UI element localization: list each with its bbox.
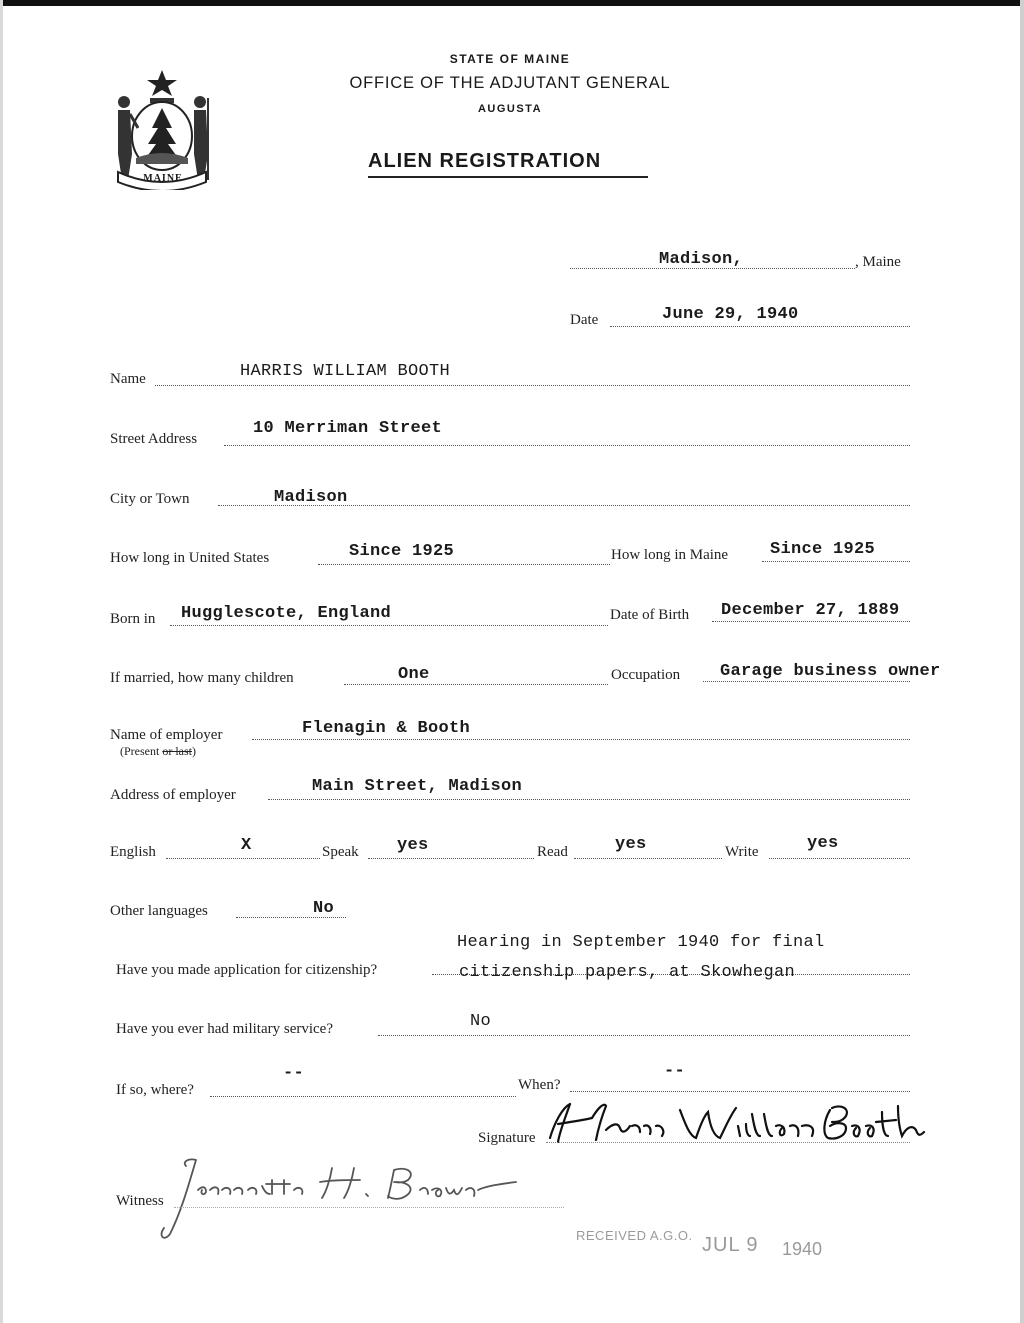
us-value: Since 1925 [349, 542, 455, 561]
witness-line [174, 1207, 564, 1208]
witness-handwriting [156, 1150, 570, 1244]
city-value: Madison [274, 488, 348, 507]
signature-handwriting [540, 1096, 932, 1152]
speak-value: yes [397, 836, 429, 855]
date-label: Date [570, 312, 599, 328]
born-line [170, 625, 608, 626]
employer-sublabel-present: (Present [120, 744, 163, 758]
children-value: One [398, 665, 430, 684]
military-line [378, 1035, 910, 1036]
city-label: City or Town [110, 491, 190, 507]
where-line [210, 1096, 516, 1097]
employer-sublabel [120, 744, 196, 759]
when-line [570, 1091, 910, 1092]
citizenship-value-line2: citizenship papers, at Skowhegan [459, 963, 796, 982]
maine-line [762, 561, 910, 562]
date-line [610, 326, 910, 327]
citizenship-label: Have you made application for citizenship? [116, 962, 378, 978]
where-label: If so, where? [116, 1082, 194, 1098]
where-value: -- [283, 1064, 305, 1083]
scan-left-edge [0, 0, 3, 1323]
signature-line [546, 1142, 910, 1143]
write-label: Write [725, 844, 759, 860]
header-office: OFFICE OF THE ADJUTANT GENERAL [349, 74, 671, 92]
us-label: How long in United States [110, 550, 270, 566]
english-value: X [241, 836, 252, 855]
witness-label: Witness [116, 1193, 164, 1209]
name-label: Name [110, 371, 146, 387]
read-line [574, 858, 722, 859]
read-value: yes [615, 835, 647, 854]
received-stamp-year: 1940 [782, 1239, 823, 1259]
scan-top-edge [0, 0, 1024, 6]
maine-value: Since 1925 [770, 540, 876, 559]
occupation-label: Occupation [611, 667, 681, 683]
town-value: Madison, [659, 250, 744, 269]
employer-address-value: Main Street, Madison [312, 777, 523, 796]
when-value: -- [664, 1062, 686, 1081]
speak-label: Speak [322, 844, 359, 860]
employer-address-line [268, 799, 910, 800]
employer-address-label: Address of employer [110, 787, 236, 803]
born-value: Hugglescote, England [181, 604, 392, 623]
header-city: AUGUSTA [477, 103, 543, 115]
speak-line [368, 858, 534, 859]
write-value: yes [807, 834, 839, 853]
header-state: STATE OF MAINE [449, 52, 571, 66]
street-label: Street Address [110, 431, 198, 447]
military-value: No [470, 1012, 492, 1031]
employer-sublabel-close: ) [192, 744, 196, 758]
date-value: June 29, 1940 [662, 305, 799, 324]
maine-label: How long in Maine [611, 547, 729, 563]
signature-label: Signature [478, 1130, 536, 1146]
received-stamp-label: RECEIVED A.G.O. [576, 1228, 693, 1243]
write-line [769, 858, 910, 859]
employer-value: Flenagin & Booth [302, 719, 471, 738]
town-label: , Maine [855, 254, 901, 270]
born-label: Born in [110, 611, 156, 627]
dob-value: December 27, 1889 [721, 601, 900, 620]
citizenship-value-line1: Hearing in September 1940 for final [457, 933, 825, 952]
employer-line [252, 739, 910, 740]
children-label: If married, how many children [110, 670, 294, 686]
english-line [166, 858, 320, 859]
dob-line [712, 621, 910, 622]
occupation-value: Garage business owner [720, 662, 941, 681]
street-line [224, 445, 910, 446]
dob-label: Date of Birth [610, 607, 690, 623]
us-line [318, 564, 610, 565]
other-languages-value: No [313, 899, 335, 918]
title-underline [368, 176, 648, 178]
name-value: HARRIS WILLIAM BOOTH [240, 362, 451, 381]
english-label: English [110, 844, 156, 860]
children-line [344, 684, 608, 685]
other-languages-label: Other languages [110, 903, 208, 919]
military-label: Have you ever had military service? [116, 1021, 333, 1037]
street-value: 10 Merriman Street [253, 419, 443, 438]
when-label: When? [518, 1077, 561, 1093]
employer-sublabel-last: or last [162, 744, 192, 758]
scan-right-edge [1020, 0, 1024, 1323]
occupation-line [703, 681, 910, 682]
name-line [155, 385, 910, 386]
received-stamp-date: JUL 9 [702, 1234, 759, 1256]
seal-banner-text: MAINE [143, 173, 183, 184]
employer-label: Name of employer [110, 727, 223, 743]
read-label: Read [537, 844, 568, 860]
form-title: ALIEN REGISTRATION [368, 150, 602, 172]
